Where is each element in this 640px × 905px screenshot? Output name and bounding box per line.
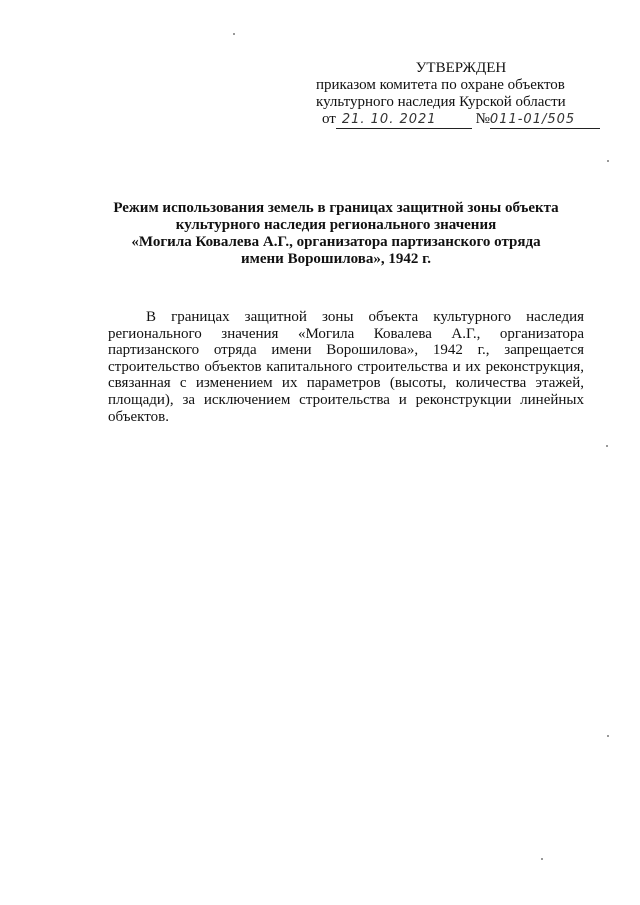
title-line: Режим использования земель в границах защитной зоны объекта bbox=[113, 200, 559, 216]
scan-speck bbox=[233, 33, 235, 35]
document-title bbox=[100, 200, 572, 268]
body-line: площади), за исключением строительства и реконструкции линейных bbox=[108, 391, 584, 408]
body-paragraph bbox=[108, 309, 584, 425]
approval-block bbox=[316, 60, 596, 129]
approval-line-2: культурного наследия Курской области bbox=[316, 94, 566, 110]
handwritten-date: 21. 10. 2021 bbox=[336, 111, 472, 129]
body-line: В границах защитной зоны объекта культурного наследия bbox=[146, 309, 584, 325]
approval-date-number bbox=[316, 111, 596, 129]
title-line: «Могила Ковалева А.Г., организатора партизанского отряда bbox=[131, 234, 541, 250]
body-line: объектов. bbox=[108, 408, 169, 425]
scan-speck bbox=[607, 735, 609, 737]
approval-heading: УТВЕРЖДЕН bbox=[415, 60, 507, 76]
approval-line-1: приказом комитета по охране объектов bbox=[316, 77, 565, 93]
scan-speck bbox=[541, 858, 543, 860]
number-prefix: № bbox=[475, 111, 490, 127]
title-line: имени Ворошилова», 1942 г. bbox=[241, 251, 431, 267]
body-line: связанная с изменением их параметров (высоты, количества этажей, bbox=[108, 375, 584, 392]
body-line: регионального значения «Могила Ковалева А.Г., организатора bbox=[108, 325, 584, 342]
date-prefix: от bbox=[322, 111, 336, 127]
handwritten-number: 011-01/505 bbox=[490, 111, 600, 129]
title-line: культурного наследия регионального значения bbox=[175, 217, 497, 233]
body-line: партизанского отряда имени Ворошилова», 1942 г., запрещается bbox=[108, 342, 584, 359]
scan-speck bbox=[606, 445, 608, 447]
body-line: строительство объектов капитального строительства и их реконструкция, bbox=[108, 358, 584, 375]
scan-speck bbox=[607, 160, 609, 162]
